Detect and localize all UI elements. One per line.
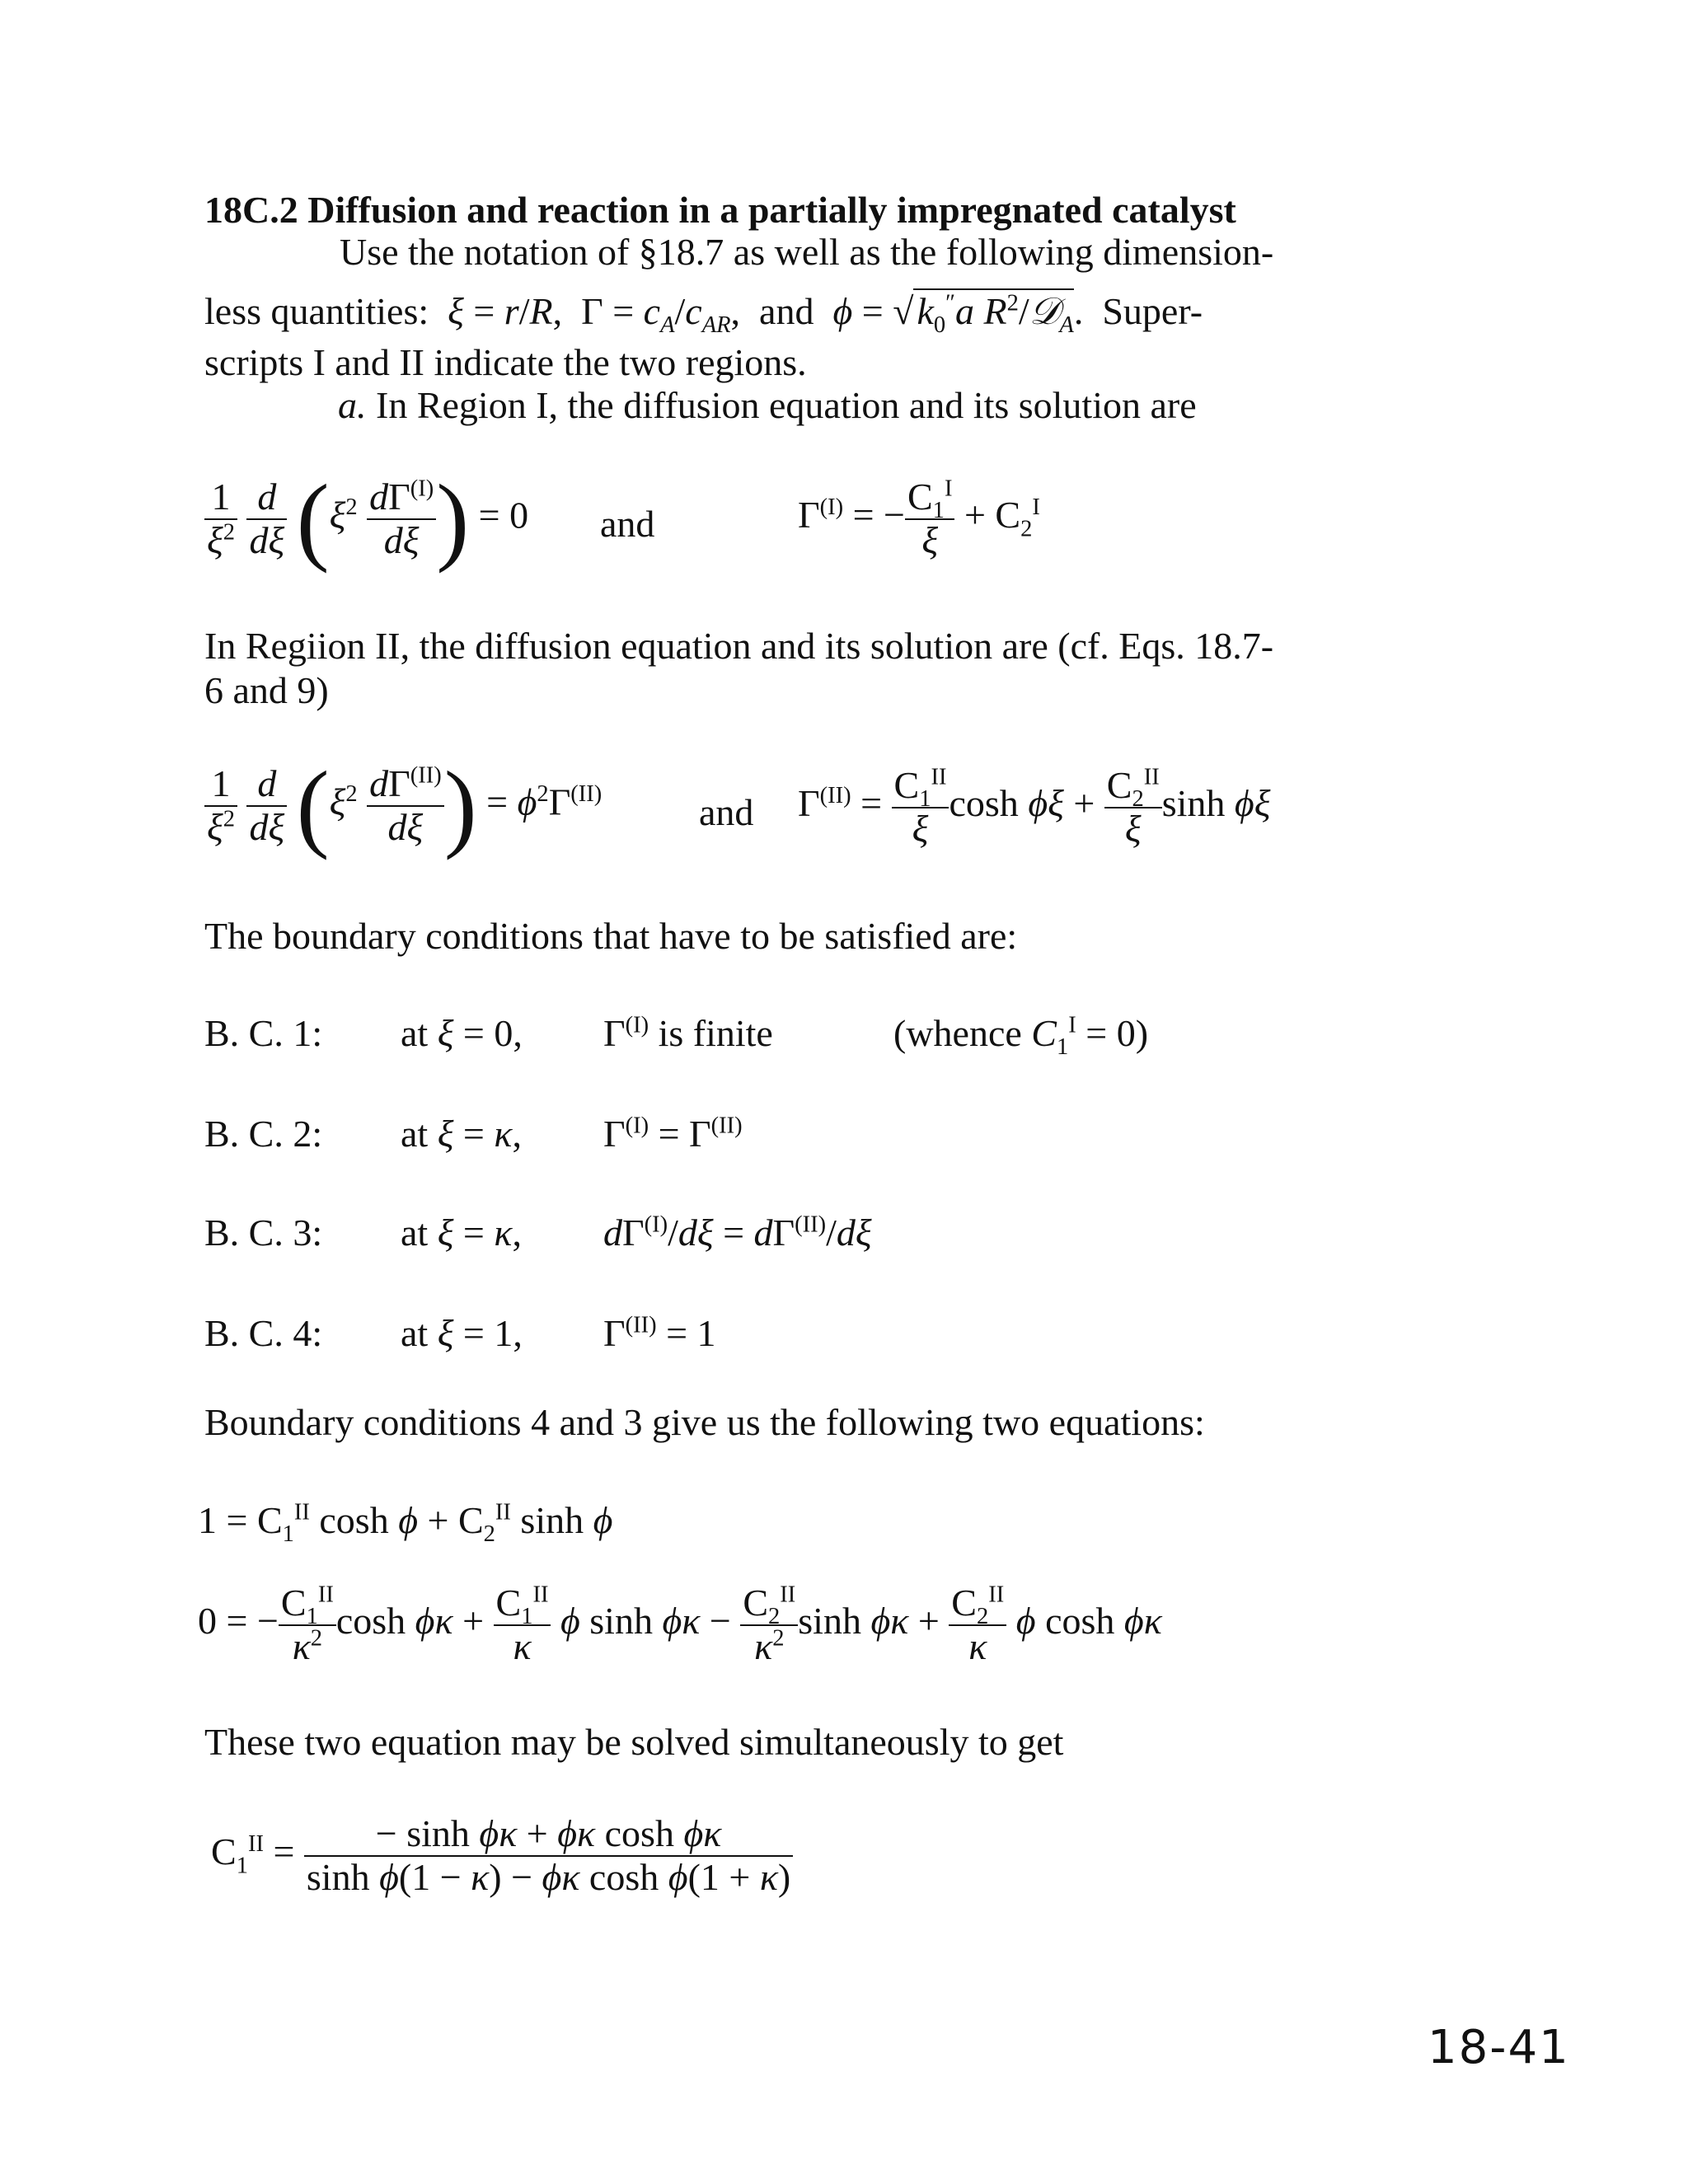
- solve-text: These two equation may be solved simultaneously to get: [204, 1721, 1064, 1763]
- region2-solution: $\Gamma^{(II)}$ = $\frac{C_1^{II}}{\xi}$ cosh ϕξ + $\frac{C_2^{II}}{\xi}$ sinh ϕξ: [798, 764, 1271, 850]
- region2-line-2: 6 and 9): [204, 669, 329, 711]
- bc1-note: is finite: [658, 1012, 773, 1054]
- bc1-whence: (whence $C_1^I = 0$): [893, 1012, 1149, 1061]
- bc2-statement: $\Gamma^{(I)} = \Gamma^{(II)}$: [603, 1113, 743, 1155]
- bc3-condition: at ξ = κ,: [401, 1212, 522, 1254]
- bc3-label: B. C. 3:: [204, 1212, 323, 1254]
- page-number: 18-41: [1428, 2021, 1570, 2074]
- region2-equation: $\frac{1}{\xi^2}$ $\frac{d}{d\xi}$ ($\xi^2$ $\frac{d\Gamma^{(II)}}{d\xi}$ ) = $\phi^2\Gamma^{(II)}$: [204, 757, 602, 855]
- bc-derivation-text: Boundary conditions 4 and 3 give us the following two equations:: [204, 1401, 1205, 1443]
- bc2-label: B. C. 2:: [204, 1113, 323, 1155]
- region1-equation: $\frac{1}{\xi^2}$ $\frac{d}{d\xi}$ ($\xi^2$ $\frac{d\Gamma^{(I)}}{d\xi}$ ) = 0: [204, 470, 528, 569]
- part-a-text: In Region I, the diffusion equation and its solution are: [376, 384, 1197, 426]
- equation-1: $1 = C_1^{II}$ $\cosh \phi + C_2^{II}$ sinh ϕ: [198, 1499, 613, 1548]
- word-and: and: [759, 290, 814, 332]
- bc1-whence-word: (whence: [893, 1012, 1022, 1054]
- intro-line-3: scripts I and II indicate the two regions.: [204, 341, 807, 383]
- bc4-condition: at ξ = 1,: [401, 1312, 523, 1354]
- bc2-at: at: [401, 1113, 429, 1155]
- region2-and: and: [699, 791, 754, 833]
- intro-line-2: less quantities: ξ = r/R, $\Gamma = c_A/c_{AR}$, and $\phi = √k_0''a$ $R^2/𝒟_A$. Super-: [204, 290, 1203, 339]
- bc4-statement: $\Gamma^{(II)} = 1$: [603, 1312, 716, 1354]
- result-equation: $C_1^{II}$ = $\frac{\text{− sinh ϕκ + ϕκ cosh ϕκ}}{\text{sinh ϕ(1 − κ) − ϕκ cosh ϕ(1 + κ)}}$: [211, 1813, 793, 1898]
- region2-line-1: In Regiion II, the diffusion equation and its solution are (cf. Eqs. 18.7-: [204, 625, 1274, 667]
- bc1-statement: $\Gamma^{(I)}$ is finite: [603, 1012, 773, 1054]
- region1-solution: $\Gamma^{(I)}$ = − $\frac{C_1^I}{\xi}$ + $C_2^I$: [798, 476, 1040, 561]
- region1-and: and: [600, 503, 655, 545]
- part-a-label: a.: [338, 384, 367, 426]
- intro-line-2-end: Super-: [1102, 290, 1203, 332]
- equation-2: 0 = − $\frac{C_1^{II}}{\kappa^2}$ cosh ϕκ + $\frac{C_1^{II}}{\kappa}$ ϕ sinh ϕκ − $\frac{C_2^{II}}{\kappa^2}$ sinh ϕκ + $\frac{C_2^{II}}{\kappa}$ ϕ cosh ϕκ: [198, 1582, 1162, 1667]
- boundary-heading: The boundary conditions that have to be satisfied are:: [204, 915, 1018, 957]
- bc1-label: B. C. 1:: [204, 1012, 323, 1054]
- intro-line-1: Use the notation of §18.7 as well as the following dimension-: [340, 231, 1274, 273]
- bc1-at: at: [401, 1012, 429, 1054]
- bc1-condition: at ξ = 0,: [401, 1012, 523, 1054]
- intro-line-2-start: less quantities:: [204, 290, 429, 332]
- bc4-at: at: [401, 1312, 429, 1354]
- bc4-label: B. C. 4:: [204, 1312, 323, 1354]
- part-a-line: [338, 384, 1197, 428]
- bc3-at: at: [401, 1212, 429, 1254]
- bc3-statement: $d\Gamma^{(I)}/d\xi = d\Gamma^{(II)}/d\xi$: [603, 1212, 872, 1254]
- problem-title: 18C.2 Diffusion and reaction in a partially impregnated catalyst: [204, 189, 1236, 231]
- bc2-condition: at ξ = κ,: [401, 1113, 522, 1155]
